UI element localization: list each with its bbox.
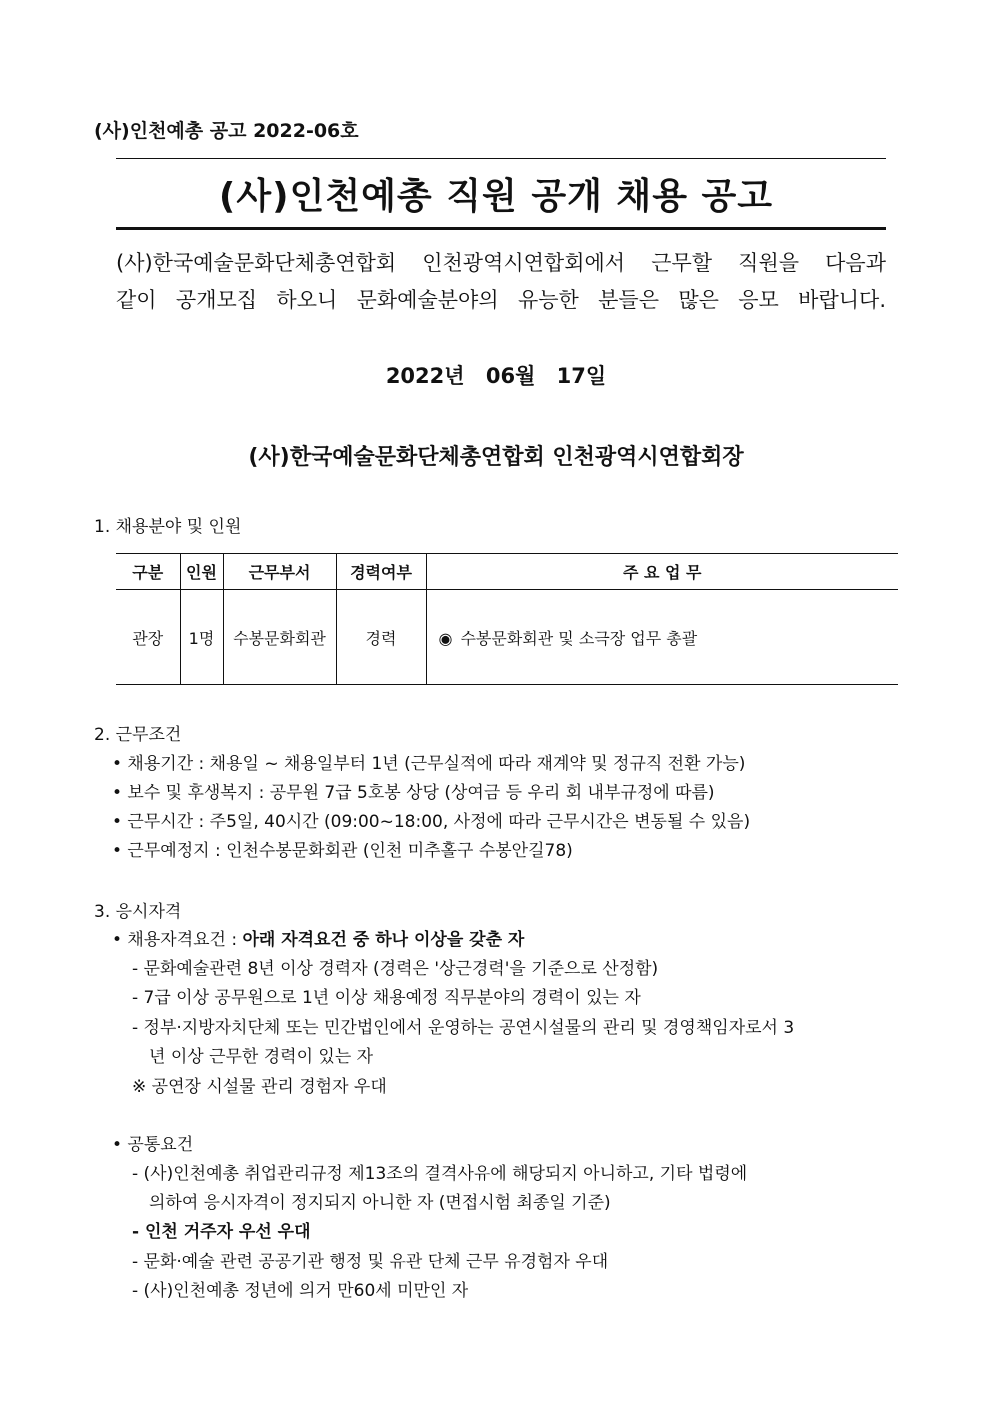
recruitment-table (116, 553, 898, 685)
qualification-label: • 채용자격요건 : (112, 930, 243, 950)
table-row (116, 590, 898, 685)
common-requirements-label: • 공통요건 (112, 1135, 194, 1155)
title-top-rule (116, 158, 886, 159)
condition-working-hours: • 근무시간 : 주5일, 40시간 (09:00~18:00, 사정에 따라 근무시간은 변동될 수 있음) (112, 812, 751, 832)
intro-line-2: 같이 공개모집 하오니 문화예술분야의 유능한 분들은 많은 응모 바랍니다. (116, 288, 886, 312)
cell-count: 1명 (180, 590, 223, 685)
fisheye-bullet-icon: ◉ (438, 628, 453, 648)
title-bottom-rule (116, 227, 886, 230)
section-3-heading: 3. 응시자격 (94, 902, 182, 922)
cell-department: 수봉문화회관 (223, 590, 336, 685)
qualification-item-1: - 문화예술관련 8년 이상 경력자 (경력은 '상근경력'을 기준으로 산정함) (132, 959, 659, 979)
qualification-item-3: - 정부·지방자치단체 또는 민간법인에서 운영하는 공연시설물의 관리 및 경영책임자로서 3 (132, 1018, 795, 1038)
qualification-note: ※ 공연장 시설물 관리 경험자 우대 (132, 1077, 387, 1097)
duty-text: 수봉문화회관 및 소극장 업무 총괄 (460, 628, 698, 648)
condition-employment-period: • 채용기간 : 채용일 ~ 채용일부터 1년 (근무실적에 따라 재계약 및 정규직 전환 가능) (112, 754, 746, 774)
notice-number: (사)인천예총 공고 2022-06호 (94, 120, 359, 142)
document-date: 2022년 06월 17일 (385, 364, 607, 388)
issuer-organization: (사)한국예술문화단체총연합회 인천광역시연합회장 (248, 445, 744, 470)
cell-main-duties (426, 590, 898, 685)
condition-work-location: • 근무예정지 : 인천수봉문화회관 (인천 미추홀구 수봉안길78) (112, 841, 573, 861)
qualification-requirements (112, 925, 524, 950)
table-header-count: 인원 (180, 554, 223, 590)
table-header-main-duties: 주 요 업 무 (426, 554, 898, 590)
cell-experience: 경력 (336, 590, 426, 685)
condition-salary-benefits: • 보수 및 후생복지 : 공무원 7급 5호봉 상당 (상여금 등 우리 회 내부규정에 따름) (112, 783, 715, 803)
table-header-category: 구분 (116, 554, 180, 590)
intro-line-1: (사)한국예술문화단체총연합회 인천광역시연합회에서 근무할 직원을 다음과 (116, 251, 886, 275)
table-header-department: 근무부서 (223, 554, 336, 590)
document-title: (사)인천예총 직원 공개 채용 공고 (218, 176, 774, 217)
common-item-2: - 인천 거주자 우선 우대 (132, 1222, 311, 1242)
qualification-item-2: - 7급 이상 공무원으로 1년 이상 채용예정 직무분야의 경력이 있는 자 (132, 988, 641, 1008)
common-item-4: - (사)인천예총 정년에 의거 만60세 미만인 자 (132, 1281, 469, 1301)
section-2-heading: 2. 근무조건 (94, 725, 182, 745)
common-item-3: - 문화·예술 관련 공공기관 행정 및 유관 단체 근무 유경험자 우대 (132, 1252, 609, 1272)
common-item-1-continued: 의하여 응시자격이 정지되지 아니한 자 (면접시험 최종일 기준) (149, 1193, 611, 1213)
section-1-heading: 1. 채용분야 및 인원 (94, 517, 242, 537)
qualification-summary: 아래 자격요건 중 하나 이상을 갖춘 자 (242, 930, 525, 950)
table-header-row (116, 554, 898, 590)
cell-category: 관장 (116, 590, 180, 685)
common-item-1: - (사)인천예총 취업관리규정 제13조의 결격사유에 해당되지 아니하고, 기타 법령에 (132, 1164, 748, 1184)
table-header-experience: 경력여부 (336, 554, 426, 590)
qualification-item-3-continued: 년 이상 근무한 경력이 있는 자 (149, 1047, 374, 1067)
